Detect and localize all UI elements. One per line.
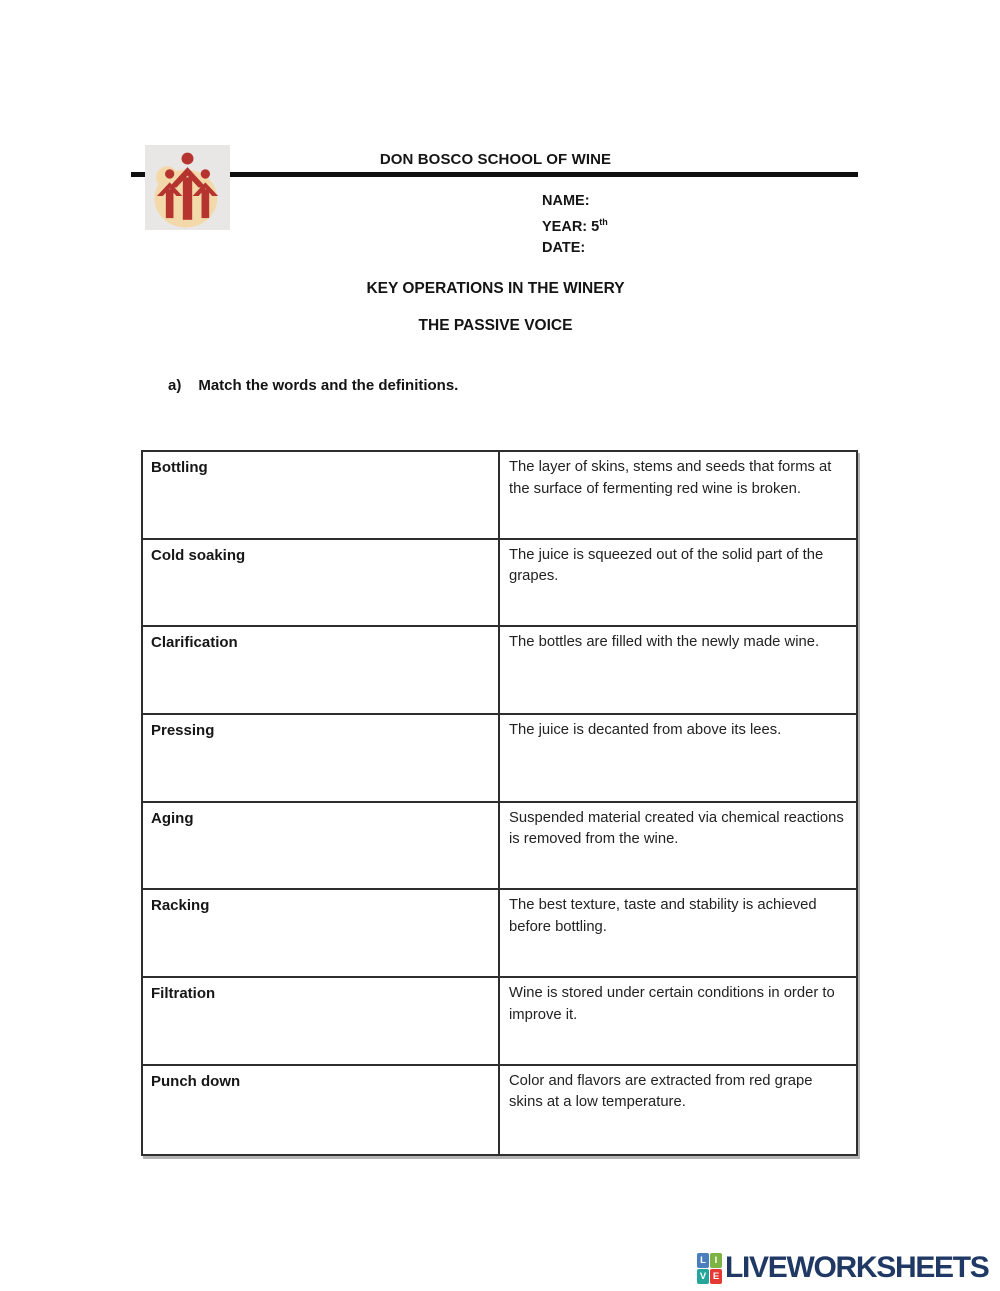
liveworksheets-icon: [697, 1253, 722, 1284]
instruction-text: Match the words and the definitions.: [198, 377, 459, 394]
date-label: DATE:: [542, 240, 586, 257]
icon-square-l: L: [697, 1253, 709, 1268]
matching-table: [141, 450, 858, 1156]
worksheet-title: KEY OPERATIONS IN THE WINERY: [366, 280, 625, 297]
instruction-line: [168, 377, 458, 394]
student-info-block: [542, 191, 608, 260]
term-cell[interactable]: Clarification: [143, 627, 500, 715]
liveworksheets-wordmark: LIVEWORKSHEETS: [725, 1251, 989, 1284]
instruction-letter: a): [168, 377, 182, 394]
icon-square-v: V: [697, 1269, 709, 1284]
definition-cell[interactable]: Wine is stored under certain conditions in order to improve it.: [500, 978, 856, 1066]
definition-cell[interactable]: The juice is squeezed out of the solid part of the grapes.: [500, 540, 856, 628]
definition-cell[interactable]: The layer of skins, stems and seeds that forms at the surface of fermenting red wine is broken.: [500, 452, 856, 540]
don-bosco-logo-image: [145, 143, 230, 232]
term-cell[interactable]: Pressing: [143, 715, 500, 803]
term-cell[interactable]: Punch down: [143, 1066, 500, 1154]
name-label: NAME:: [542, 193, 590, 209]
definition-cell[interactable]: Suspended material created via chemical reactions is removed from the wine.: [500, 803, 856, 891]
year-label: YEAR: 5th: [542, 217, 608, 236]
worksheet-subtitle: THE PASSIVE VOICE: [418, 317, 573, 334]
icon-square-e: E: [710, 1269, 722, 1284]
term-cell[interactable]: Aging: [143, 803, 500, 891]
icon-square-i: I: [710, 1253, 722, 1268]
definition-cell[interactable]: The best texture, taste and stability is achieved before bottling.: [500, 890, 856, 978]
term-cell[interactable]: Cold soaking: [143, 540, 500, 628]
header-divider: [131, 172, 858, 177]
school-name: DON BOSCO SCHOOL OF WINE: [379, 151, 612, 168]
don-bosco-logo: [145, 143, 230, 232]
definition-cell[interactable]: The juice is decanted from above its lees.: [500, 715, 856, 803]
definition-cell[interactable]: Color and flavors are extracted from red grape skins at a low temperature.: [509, 1072, 813, 1111]
year-superscript: th: [599, 217, 608, 228]
term-cell[interactable]: Filtration: [143, 978, 500, 1066]
definition-cell[interactable]: The bottles are filled with the newly made wine.: [500, 627, 856, 715]
term-cell[interactable]: Racking: [143, 890, 500, 978]
liveworksheets-logo[interactable]: [697, 1252, 989, 1284]
term-cell[interactable]: Bottling: [143, 452, 500, 540]
